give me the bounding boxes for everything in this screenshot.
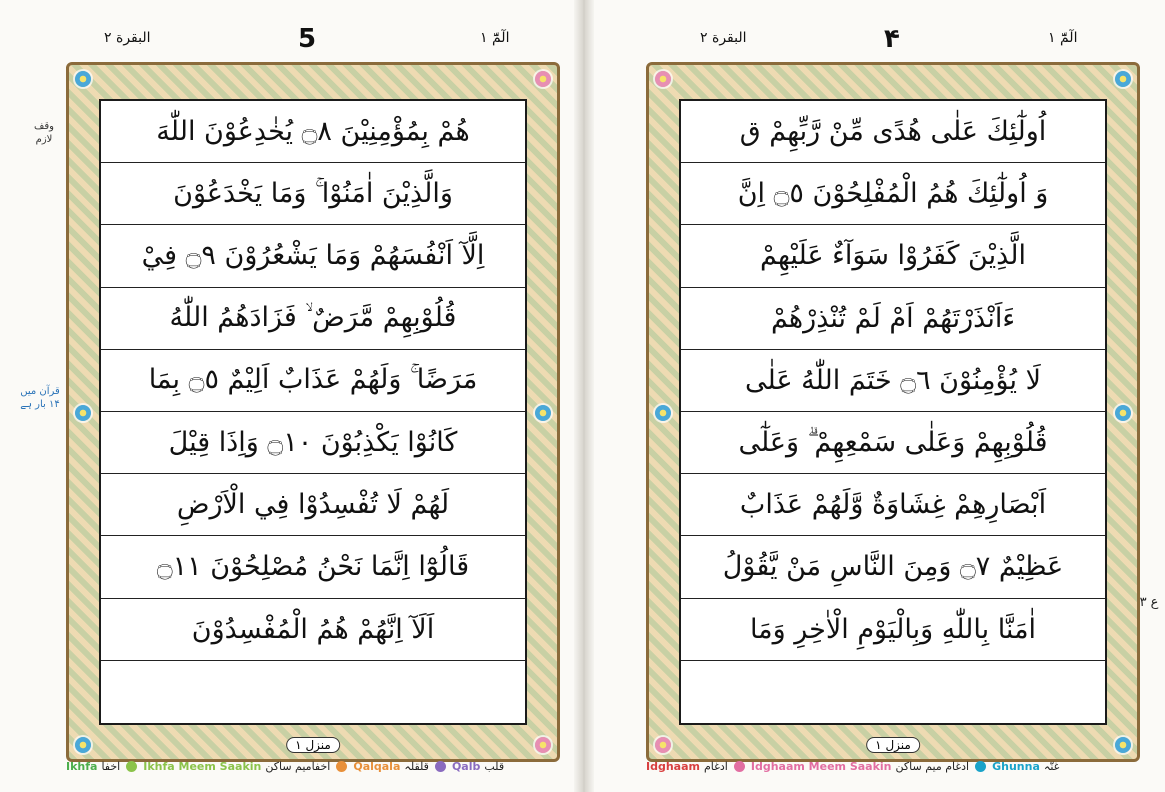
verse-line-spacer [101,661,525,723]
legend-label-ur: ادغام [703,760,728,773]
legend-qalqala [353,760,429,773]
verse-line: وَالَّذِيْنَ اٰمَنُوْا ۚ وَمَا يَخْدَعُوْنَ [101,163,525,225]
flower-icon [126,761,137,772]
verse-line: كَانُوْا يَكْذِبُوْنَ ۝١٠ وَاِذَا قِيْلَ [101,412,525,474]
legend-label-ur: اخفامیم ساکن [265,760,331,773]
verse-line: هُمْ بِمُؤْمِنِيْنَ ۝٨ يُخٰدِعُوْنَ اللّٰهَ [101,101,525,163]
legend-label-en: Qalqala [353,760,401,773]
legend-label-en: Qalb [451,760,481,773]
legend-label-en: Idghaam Meem Saakin [750,760,892,773]
left-margin-note-count: قرآن میں ۱۴ بار ہے [20,386,60,410]
flower-icon [435,761,446,772]
flower-icon [655,71,671,87]
flower-icon [75,71,91,87]
verse-line: اَلَآ اِنَّهُمْ هُمُ الْمُفْسِدُوْنَ [101,599,525,661]
legend-label-ur: قلقلہ [404,760,429,773]
legend-qalb [452,760,504,773]
verse-line: عَظِيْمٌ ۝٧ وَمِنَ النَّاسِ مَنْ يَّقُوْلُ [681,536,1105,598]
flower-icon [75,405,91,421]
flower-icon [535,71,551,87]
right-tajweed-legend [646,760,1059,773]
flower-icon [535,737,551,753]
legend-label-ur: قلب [484,760,505,773]
verse-line: لَهُمْ لَا تُفْسِدُوْا فِي الْاَرْضِ [101,474,525,536]
verse-line: اِلَّآ اَنْفُسَهُمْ وَمَا يَشْعُرُوْنَ ۝٩ فِيْ [101,225,525,287]
legend-ikhfa-meem-saakin [143,760,330,773]
legend-label-en: Ikhfa Meem Saakin [143,760,262,773]
legend-idghaam [646,760,728,773]
flower-icon [734,761,745,772]
flower-icon [975,761,986,772]
left-margin-note-waqf: وقف لازم [34,121,54,145]
verse-line: الَّذِيْنَ كَفَرُوْا سَوَآءٌ عَلَيْهِمْ [681,225,1105,287]
legend-ikhfa [66,760,120,773]
flower-icon [1115,405,1131,421]
verse-line: اٰمَنَّا بِاللّٰهِ وَبِالْيَوْمِ الْاٰخِرِ وَمَا [681,599,1105,661]
verse-line: مَرَضًا ۚ وَلَهُمْ عَذَابٌ اَلِيْمٌ ۝٥ بِمَا [101,350,525,412]
flower-icon [75,737,91,753]
verse-line: قُلُوْبِهِمْ وَعَلٰى سَمْعِهِمْ ۗ وَعَلٰٓى [681,412,1105,474]
flower-icon [535,405,551,421]
legend-idghaam-meem-saakin [751,760,969,773]
flower-icon [1115,737,1131,753]
left-manzil-label: منزل ١ [286,737,340,753]
verse-line: ءَاَنْذَرْتَهُمْ اَمْ لَمْ تُنْذِرْهُمْ [681,288,1105,350]
legend-ghunna [992,760,1059,773]
verse-line: قُلُوْبِهِمْ مَّرَضٌ ۙ فَزَادَهُمُ اللّٰهُ [101,288,525,350]
right-text-panel [679,99,1107,725]
right-header-page-number: ۴ [884,24,900,54]
right-manzil-label: منزل ١ [866,737,920,753]
right-ornamental-frame [646,62,1140,762]
flower-icon [336,761,347,772]
verse-line: اُولٰٓئِكَ عَلٰى هُدًى مِّنْ رَّبِّهِمْ ق [681,101,1105,163]
left-header-juz: الٓمّٓ ١ [480,30,510,46]
legend-label-ur: غنّہ [1043,760,1060,773]
flower-icon [1115,71,1131,87]
left-ornamental-frame [66,62,560,762]
legend-label-ur: ادغام میم ساکن [895,760,970,773]
left-header-page-number: 5 [298,24,317,54]
left-header-surah: البقرة ٢ [104,30,151,46]
verse-line: قَالُوْٓا اِنَّمَا نَحْنُ مُصْلِحُوْنَ ۝١١ [101,536,525,598]
book-gutter [574,0,594,792]
flower-icon [655,405,671,421]
right-margin-note-ruku: ع ٣ [1139,595,1159,610]
verse-line: لَا يُؤْمِنُوْنَ ۝٦ خَتَمَ اللّٰهُ عَلٰى [681,350,1105,412]
left-text-panel [99,99,527,725]
verse-line: وَ اُولٰٓئِكَ هُمُ الْمُفْلِحُوْنَ ۝٥ اِنَّ [681,163,1105,225]
legend-label-en: Ikhfa [66,760,98,773]
legend-label-ur: اخفا [101,760,121,773]
verse-line-spacer [681,661,1105,723]
legend-label-en: Ghunna [992,760,1040,773]
legend-label-en: Idghaam [646,760,700,773]
left-tajweed-legend [66,760,504,773]
verse-line: اَبْصَارِهِمْ غِشَاوَةٌ وَّلَهُمْ عَذَابٌ [681,474,1105,536]
right-header-surah: البقرة ٢ [700,30,747,46]
flower-icon [655,737,671,753]
right-header-juz: الٓمّٓ ١ [1048,30,1078,46]
